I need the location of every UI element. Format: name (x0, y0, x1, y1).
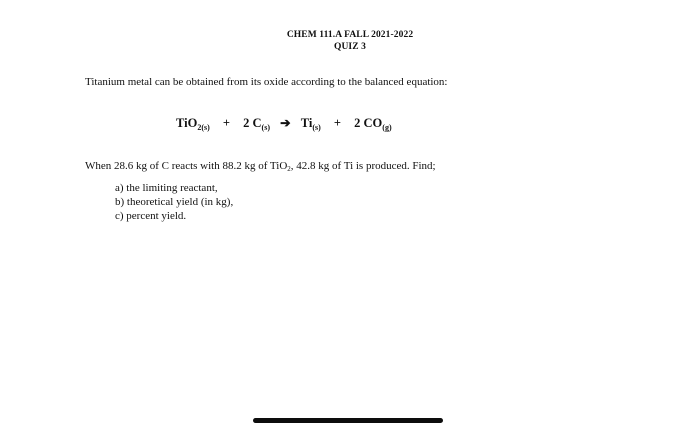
product-co-state: (g) (382, 123, 392, 132)
home-indicator-bar[interactable] (253, 418, 443, 423)
product-ti-state: (s) (312, 123, 321, 132)
question-list (115, 181, 233, 223)
problem-subscript: 2 (287, 165, 291, 173)
reactant-tio2-state: 2(s) (197, 123, 210, 132)
product-ti (301, 116, 321, 132)
question-item: b) theoretical yield (in kg), (115, 196, 234, 208)
reactant-carbon-formula: 2 C (243, 116, 262, 130)
plus-sign: + (222, 116, 231, 130)
chemical-equation (176, 115, 392, 132)
reactant-carbon-state: (s) (261, 123, 270, 132)
problem-text-part2: , 42.8 kg of Ti is produced. Find; (290, 160, 436, 172)
problem-text-part1: When 28.6 kg of C reacts with 88.2 kg of TiO (85, 160, 288, 172)
reactant-tio2-formula: TiO (176, 116, 198, 130)
quiz-title: QUIZ 3 (333, 42, 366, 52)
product-co-formula: 2 CO (354, 116, 383, 130)
reactant-carbon (243, 116, 270, 132)
plus-sign: + (333, 116, 342, 130)
product-ti-formula: Ti (300, 116, 313, 130)
question-item: a) the limiting reactant, (115, 182, 218, 194)
reactant-tio2 (176, 116, 210, 132)
problem-statement (85, 160, 436, 173)
course-title: CHEM 111.A FALL 2021-2022 (286, 30, 414, 40)
question-item: c) percent yield. (115, 210, 187, 222)
reaction-arrow-icon: ➔ (280, 116, 291, 130)
intro-text: Titanium metal can be obtained from its oxide according to the balanced equation: (85, 76, 448, 88)
product-co (354, 116, 391, 132)
